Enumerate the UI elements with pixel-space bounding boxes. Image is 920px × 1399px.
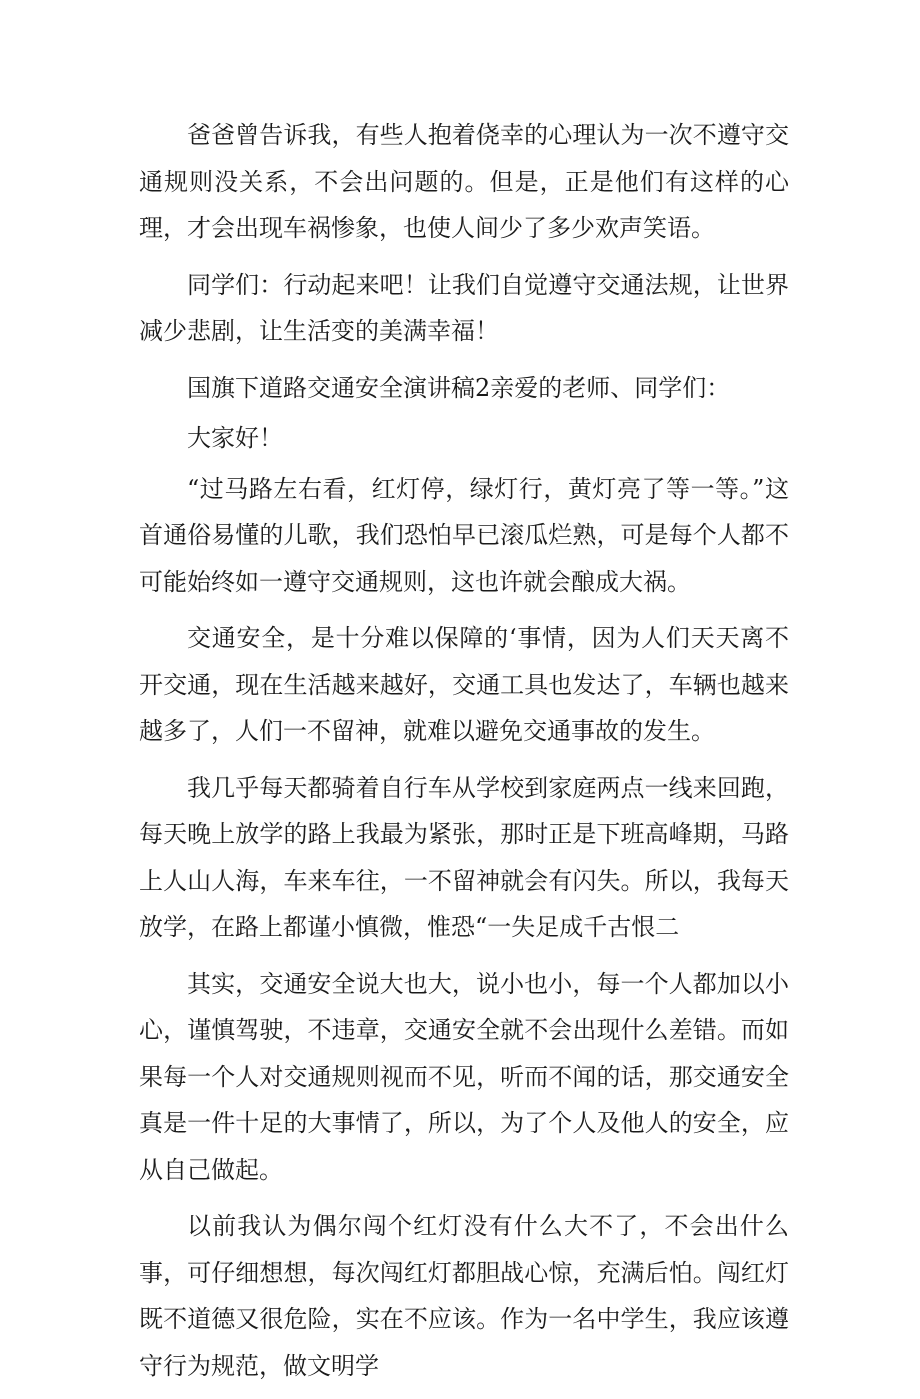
paragraph-2: 同学们：行动起来吧！让我们自觉遵守交通法规，让世界减少悲剧，让生活变的美满幸福！ [139, 270, 789, 345]
paragraph-9: 以前我认为偶尔闯个红灯没有什么大不了，不会出什么事，可仔细想想，每次闯红灯都胆战心惊，充满后怕。闯红灯既不道德又很危险，实在不应该。作为一名中学生，我应该遵守行为规范，做文明学 [139, 1212, 789, 1380]
paragraph-3: 国旗下道路交通安全演讲稿2亲爱的老师、同学们： [187, 373, 731, 402]
document-body [139, 112, 789, 1399]
paragraph-1: 爸爸曾告诉我，有些人抱着侥幸的心理认为一次不遵守交通规则没关系，不会出问题的。但是，正是他们有这样的心理，才会出现车祸惨象，也使人间少了多少欢声笑语。 [139, 121, 789, 242]
paragraph-4: 大家好！ [187, 424, 283, 452]
paragraph-7: 我几乎每天都骑着自行车从学校到家庭两点一线来回跑，每天晚上放学的路上我最为紧张，那时正是下班高峰期，马路上人山人海，车来车往，一不留神就会有闪失。所以，我每天放学，在路上都谨小慎微，惟恐“一失足成千古恨二 [139, 773, 789, 941]
paragraph-8: 其实，交通安全说大也大，说小也小，每一个人都加以小心，谨慎驾驶，不违章，交通安全就不会出现什么差错。而如果每一个人对交通规则视而不见，听而不闻的话，那交通安全真是一件十足的大事情了，所以，为了个人及他人的安全，应从自己做起。 [139, 969, 789, 1184]
paragraph-6: 交通安全，是十分难以保障的‘事情，因为人们天天离不开交通，现在生活越来越好，交通工具也发达了，车辆也越来越多了，人们一不留神，就难以避免交通事故的发生。 [139, 624, 789, 745]
paragraph-5: “过马路左右看，红灯停，绿灯行，黄灯亮了等一等。”这首通俗易懂的儿歌，我们恐怕早已滚瓜烂熟，可是每个人都不可能始终如一遵守交通规则，这也许就会酿成大祸。 [139, 474, 789, 596]
